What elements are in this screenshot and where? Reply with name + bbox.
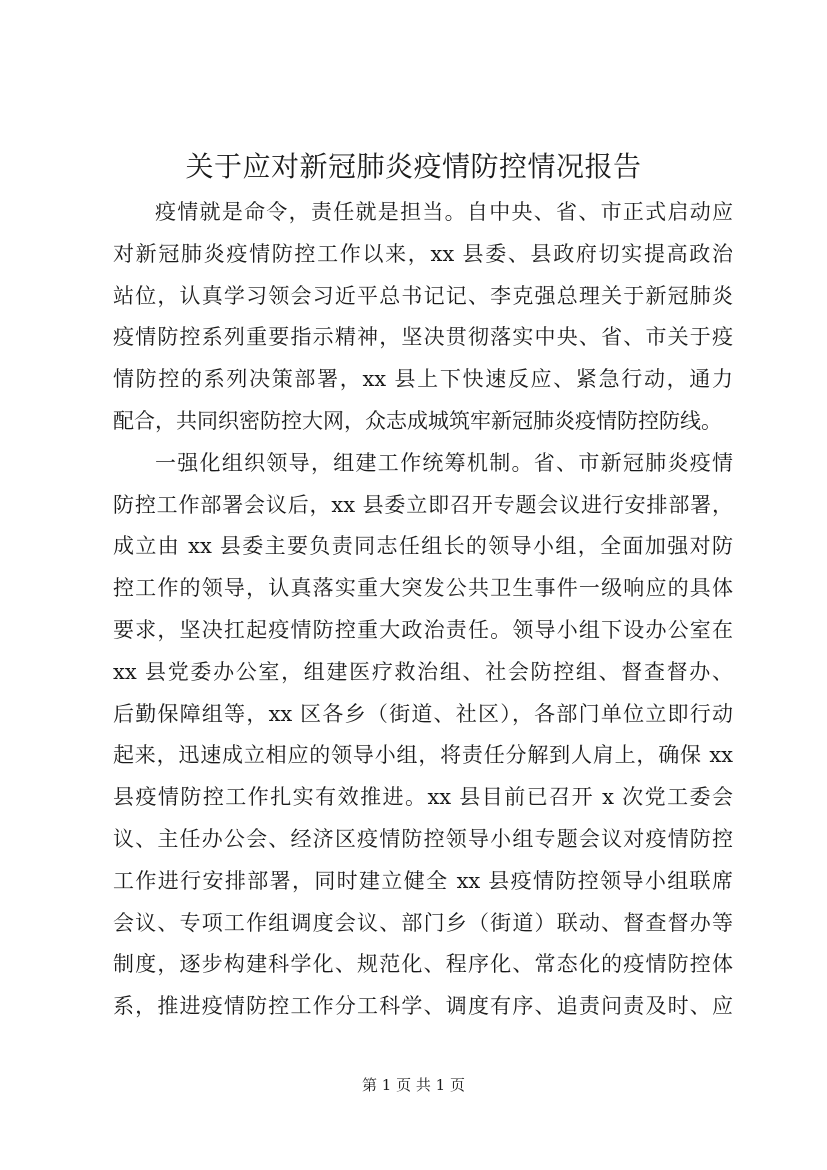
paragraph-line: 对新冠肺炎疫情防控工作以来，xx 县委、县政府切实提高政治 xyxy=(113,241,733,266)
page-footer: 第 1 页 共 1 页 xyxy=(362,1076,465,1094)
paragraph-line: 站位，认真学习领会习近平总书记记、李克强总理关于新冠肺炎 xyxy=(113,283,733,308)
paragraph-line: 疫情就是命令，责任就是担当。自中央、省、市正式启动应 xyxy=(155,200,733,224)
paragraph-line: 防控工作部署会议后，xx 县委立即召开专题会议进行安排部署， xyxy=(113,492,733,517)
paragraph-line: 一强化组织领导，组建工作统筹机制。省、市新冠肺炎疫情 xyxy=(155,450,733,475)
paragraph-line: 县疫情防控工作扎实有效推进。xx 县目前已召开 x 次党工委会 xyxy=(113,785,733,810)
paragraph-line: 会议、专项工作组调度会议、部门乡（街道）联动、督查督办等 xyxy=(113,910,733,935)
paragraph-line: xx 县党委办公室，组建医疗救治组、社会防控组、督查督办、 xyxy=(113,659,733,684)
paragraph-line: 控工作的领导，认真落实重大突发公共卫生事件一级响应的具体 xyxy=(113,576,733,601)
paragraph-line: 成立由 xx 县委主要负责同志任组长的领导小组，全面加强对防 xyxy=(113,534,733,559)
document-title: 关于应对新冠肺炎疫情防控情况报告 xyxy=(185,150,642,183)
paragraph-line: 情防控的系列决策部署，xx 县上下快速反应、紧急行动，通力 xyxy=(113,367,733,392)
document-body xyxy=(113,192,733,1028)
paragraph-line: 要求，坚决扛起疫情防控重大政治责任。领导小组下设办公室在 xyxy=(113,617,733,642)
paragraph-line: 制度，逐步构建科学化、规范化、程序化、常态化的疫情防控体 xyxy=(113,952,733,977)
paragraph-line: 议、主任办公会、经济区疫情防控领导小组专题会议对疫情防控 xyxy=(113,826,733,851)
paragraph-line: 后勤保障组等，xx 区各乡（街道、社区），各部门单位立即行动 xyxy=(113,701,733,726)
paragraph-line: 疫情防控系列重要指示精神，坚决贯彻落实中央、省、市关于疫 xyxy=(113,325,733,350)
paragraph-line: 配合，共同织密防控大网，众志成城筑牢新冠肺炎疫情防控防线。 xyxy=(113,408,722,433)
paragraph-line: 工作进行安排部署，同时建立健全 xx 县疫情防控领导小组联席 xyxy=(113,868,733,893)
paragraph-line: 系，推进疫情防控工作分工科学、调度有序、追责问责及时、应 xyxy=(113,994,733,1019)
paragraph-line: 起来，迅速成立相应的领导小组，将责任分解到人肩上，确保 xx xyxy=(113,743,733,768)
